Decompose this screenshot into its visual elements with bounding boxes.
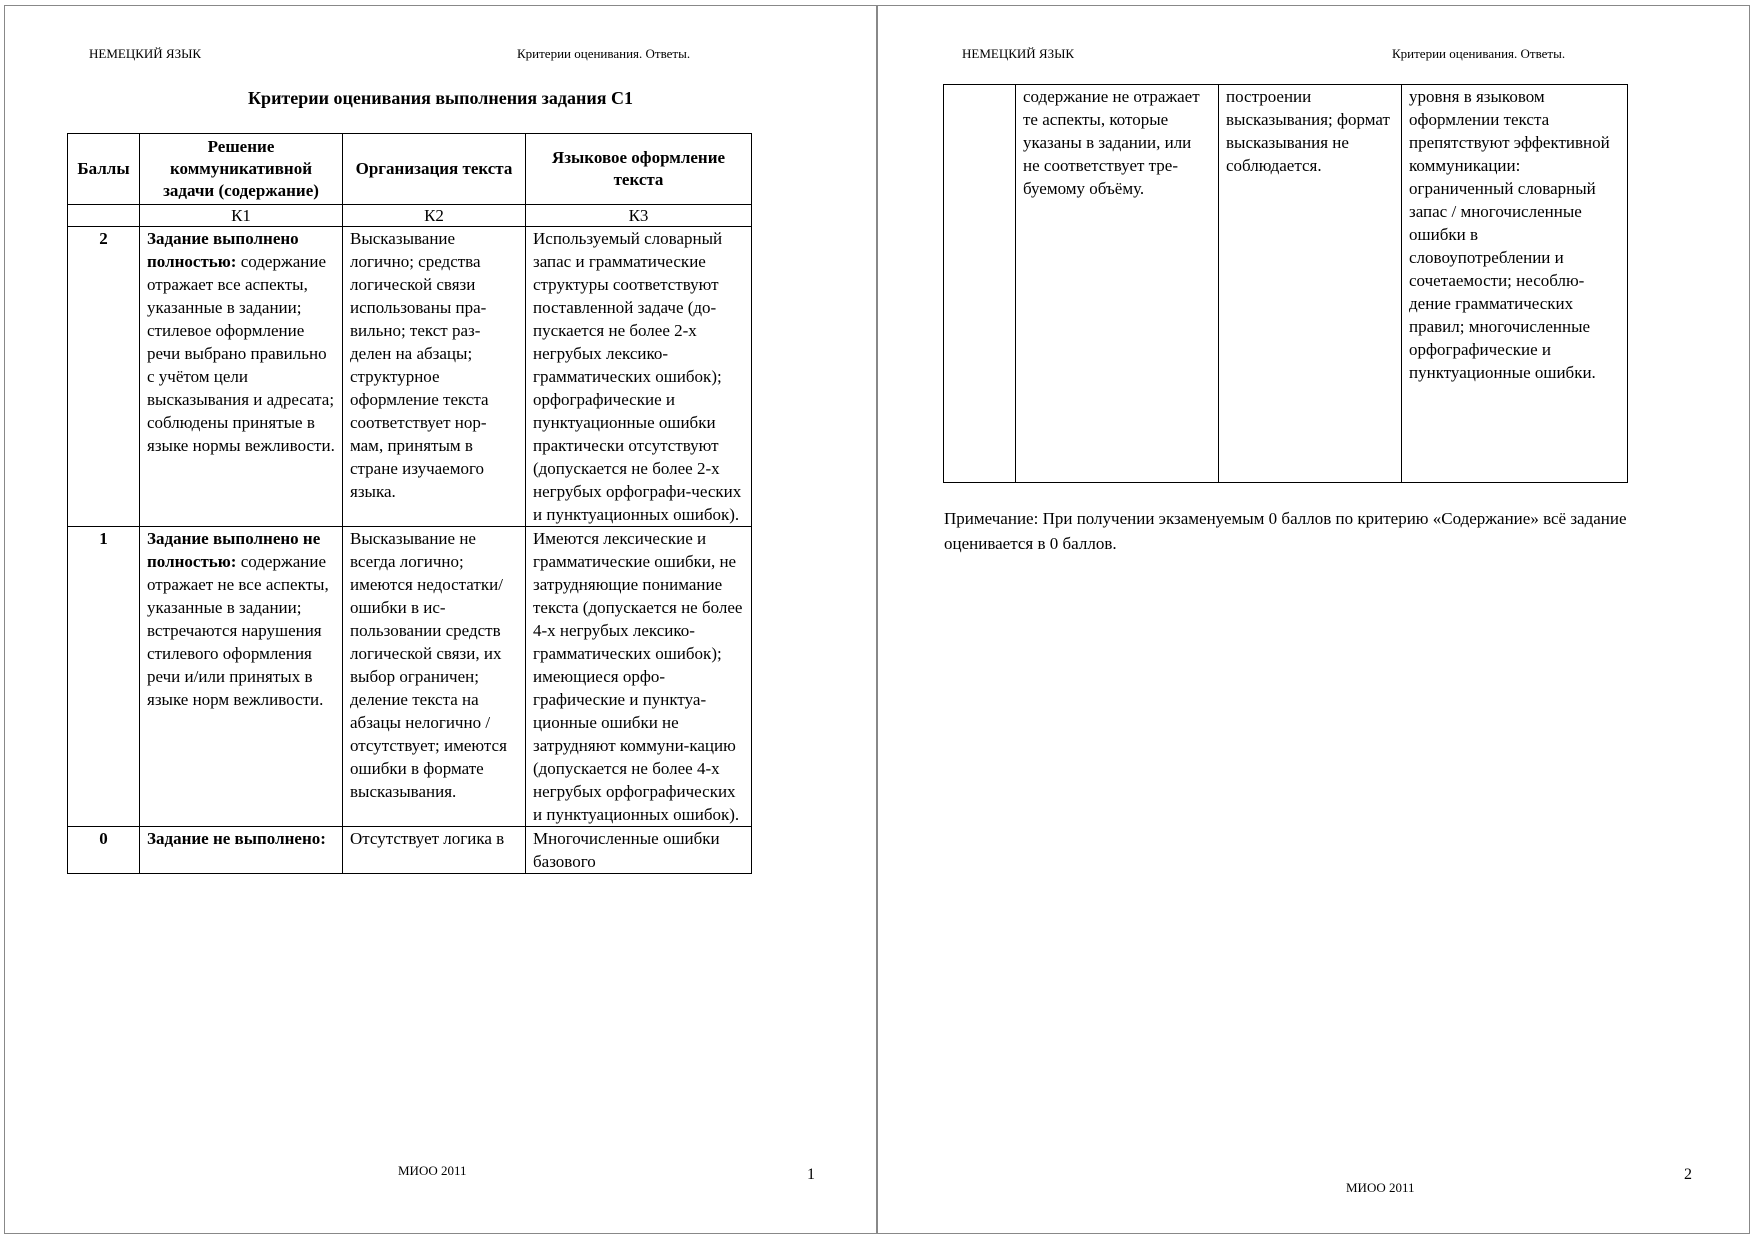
page-2 bbox=[877, 5, 1750, 1234]
table-row bbox=[68, 827, 752, 874]
score-cell: 1 bbox=[68, 527, 140, 827]
score-cell: 2 bbox=[68, 227, 140, 527]
footer: МИОО 2011 bbox=[398, 1163, 467, 1178]
k1-text: содержание отражает не все аспекты, указанные в задании; встречаются нарушения стилевого оформления речи и/или принятых в языке норм вежливости. bbox=[147, 552, 329, 709]
table-row bbox=[68, 527, 752, 827]
k1-cell bbox=[140, 527, 343, 827]
header-subject: НЕМЕЦКИЙ ЯЗЫК bbox=[89, 46, 202, 61]
k1-cell bbox=[140, 227, 343, 527]
table-header-row bbox=[68, 134, 752, 205]
k1-cell: содержание не отражает те аспекты, которые указаны в задании, или не соответствует тре-буемому объёму. bbox=[1016, 85, 1219, 483]
header-score: Баллы bbox=[68, 134, 140, 205]
k3-cell: Используемый словарный запас и грамматические структуры соответствуют поставленной задаче (до-пускается не более 2-х негрубых лексико-грамматических ошибок); орфографические и пунктуационные ошибки практически отсутствуют (допускается не более 2-х негрубых орфографи-ческих и пунктуационных ошибок). bbox=[526, 227, 752, 527]
header-organization: Организация текста bbox=[343, 134, 526, 205]
page-title: Критерии оценивания выполнения задания С1 bbox=[248, 88, 633, 108]
k1-lead: Задание выполнено не полностью: bbox=[147, 529, 321, 571]
k2-cell: Отсутствует логика в bbox=[343, 827, 526, 874]
k3-cell: Многочисленные ошибки базового bbox=[526, 827, 752, 874]
k3-cell: уровня в языковом оформлении текста препятствуют эффективной коммуникации: ограниченный словарный запас / многочисленные ошибки в словоупотреблении и сочетаемости; несоблю-дение грамматических правил; многочисленные орфографические и пунктуационные ошибки. bbox=[1402, 85, 1628, 483]
k1-text: содержание отражает все аспекты, указанные в задании; стилевое оформление речи выбрано правильно с учётом цели высказывания и адресата; соблюдены принятые в языке нормы вежливости. bbox=[147, 252, 335, 455]
k1-lead: Задание выполнено полностью: bbox=[147, 229, 299, 271]
header-subject: НЕМЕЦКИЙ ЯЗЫК bbox=[962, 46, 1075, 61]
code-k2: К2 bbox=[343, 205, 526, 227]
score-cell bbox=[944, 85, 1016, 483]
table-row bbox=[944, 85, 1628, 483]
code-k1: К1 bbox=[140, 205, 343, 227]
footer: МИОО 2011 bbox=[1346, 1180, 1415, 1195]
k1-cell bbox=[140, 827, 343, 874]
page-number: 1 bbox=[807, 1166, 815, 1183]
criteria-table-continued bbox=[943, 84, 1628, 483]
k2-cell: Высказывание логично; средства логической связи использованы пра-вильно; текст раз-делен на абзацы; структурное оформление текста соответствует нор-мам, принятым в стране изучаемого языка. bbox=[343, 227, 526, 527]
code-row bbox=[68, 205, 752, 227]
page-number: 2 bbox=[1684, 1166, 1692, 1183]
header-section: Критерии оценивания. Ответы. bbox=[517, 46, 691, 61]
score-cell: 0 bbox=[68, 827, 140, 874]
code-k3: К3 bbox=[526, 205, 752, 227]
k3-cell: Имеются лексические и грамматические ошибки, не затрудняющие понимание текста (допускается не более 4-х негрубых лексико-грамматических ошибок); имеющиеся орфо-графические и пунктуа-ционные ошибки не затрудняют коммуни-кацию (допускается не более 4-х негрубых орфографических и пунктуационных ошибок). bbox=[526, 527, 752, 827]
page-1 bbox=[4, 5, 877, 1234]
table-row bbox=[68, 227, 752, 527]
k2-cell: построении высказывания; формат высказывания не соблюдается. bbox=[1219, 85, 1402, 483]
k2-cell: Высказывание не всегда логично; имеются недостатки/ ошибки в ис-пользовании средств логической связи, их выбор ограничен; деление текста на абзацы нелогично /отсутствует; имеются ошибки в формате высказывания. bbox=[343, 527, 526, 827]
header-language: Языковое оформление текста bbox=[526, 134, 752, 205]
code-empty bbox=[68, 205, 140, 227]
note: Примечание: При получении экзаменуемым 0 баллов по критерию «Содержание» всё задание оценивается в 0 баллов. bbox=[944, 509, 1627, 553]
header-content: Решение коммуникативной задачи (содержание) bbox=[140, 134, 343, 205]
header-section: Критерии оценивания. Ответы. bbox=[1392, 46, 1566, 61]
criteria-table bbox=[67, 133, 752, 874]
k1-lead: Задание не выполнено: bbox=[147, 829, 326, 848]
